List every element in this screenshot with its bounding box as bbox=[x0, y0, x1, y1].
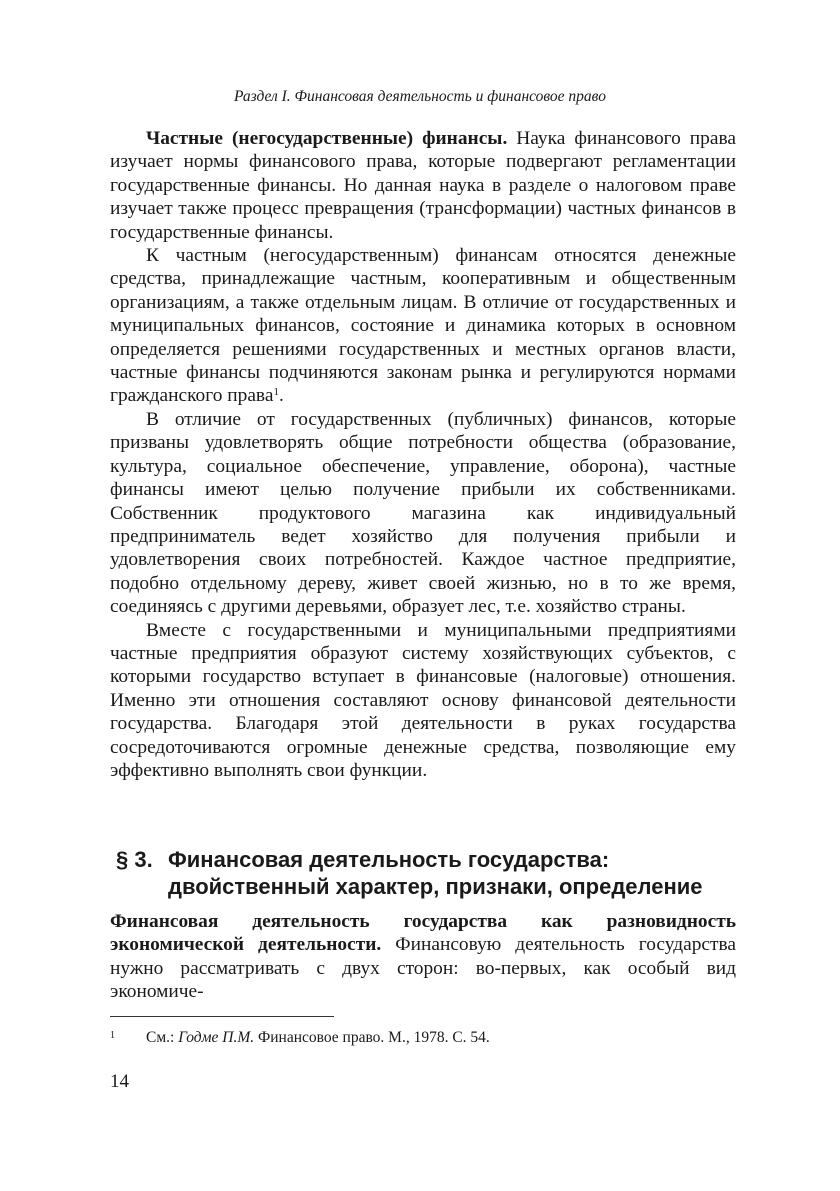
paragraph-lead: Частные (негосударственные) финансы. bbox=[146, 128, 508, 149]
paragraph-3 bbox=[110, 408, 736, 619]
paragraph-lead: Финансовая деятельность государства как разновидность экономической деятельности. bbox=[110, 911, 736, 956]
paragraph-text: Наука финансового права изучает нормы финансового права, которые подвергают регламентации государственные финансы. Но данная наука в разделе о налоговом праве изучает также процесс превращения (трансформации) частных финансов в государственные финансы. bbox=[110, 128, 736, 243]
paragraph-4 bbox=[110, 619, 736, 783]
page-number: 14 bbox=[110, 1071, 129, 1092]
paragraph-text: В отличие от государственных (публичных) финансов, которые призваны удовлетворять общие потребности общества (образование, культура, социальное обеспечение, управление, оборона), частные финансы имеют целью получение прибыли их собственниками. Собственник продуктового магазина как индивидуальный предприниматель ведет хозяйство для получения прибыли и удовлетворения своих потребностей. Каждое частное предприятие, подобно отдельному дереву, живет своей жизнью, но в то же время, соединяясь с другими деревьями, образует лес, т.е. хозяйство страны. bbox=[110, 408, 736, 618]
section-number: § 3. bbox=[116, 847, 153, 872]
section-heading bbox=[116, 846, 746, 900]
footnote-reference[interactable]: 1 bbox=[273, 386, 279, 399]
section-body bbox=[110, 910, 736, 1004]
footnote-prefix: См.: bbox=[146, 1029, 179, 1046]
body-text bbox=[110, 127, 736, 782]
footnote-mark: 1 bbox=[110, 1030, 115, 1041]
footnote-author: Годме П.М. bbox=[178, 1029, 255, 1046]
paragraph-5 bbox=[110, 910, 736, 1004]
paragraph-text: Вместе с государственными и муниципальными предприятиями частные предприятия образуют систему хозяйствующих субъектов, с которыми государство вступает в финансовые (налоговые) отношения. Именно эти отношения составляют основу финансовой деятельности государства. Благодаря этой деятельности в руках государства сосредоточиваются огромные денежные средства, позволяющие ему эффективно выполнять свои функции. bbox=[110, 619, 736, 781]
footnote-divider bbox=[110, 1016, 334, 1017]
running-head: Раздел I. Финансовая деятельность и финансовое право bbox=[234, 88, 606, 105]
paragraph-text: К частным (негосударственным) финансам относятся денежные средства, принадлежащие частным, кооперативным и общественным организациям, а также отдельным лицам. В отличие от государственных и муниципальных финансов, состояние и динамика которых в основном определяется решениями государственных и местных органов власти, частные финансы подчиняются законам рынка и регулируются нормами гражданского права bbox=[110, 245, 736, 407]
paragraph-tail: . bbox=[278, 385, 284, 407]
footnote-source: Финансовое право. М., 1978. С. 54. bbox=[254, 1029, 490, 1046]
section-title: Финансовая деятельность государства: двойственный характер, признаки, определение bbox=[168, 847, 703, 899]
footnote-text bbox=[146, 1028, 490, 1048]
paragraph-1 bbox=[110, 127, 736, 244]
paragraph-text: Финансовую деятельность государства нужно рассматривать с двух сторон: во-первых, как особый вид экономиче- bbox=[110, 934, 737, 1003]
paragraph-2 bbox=[110, 244, 736, 408]
